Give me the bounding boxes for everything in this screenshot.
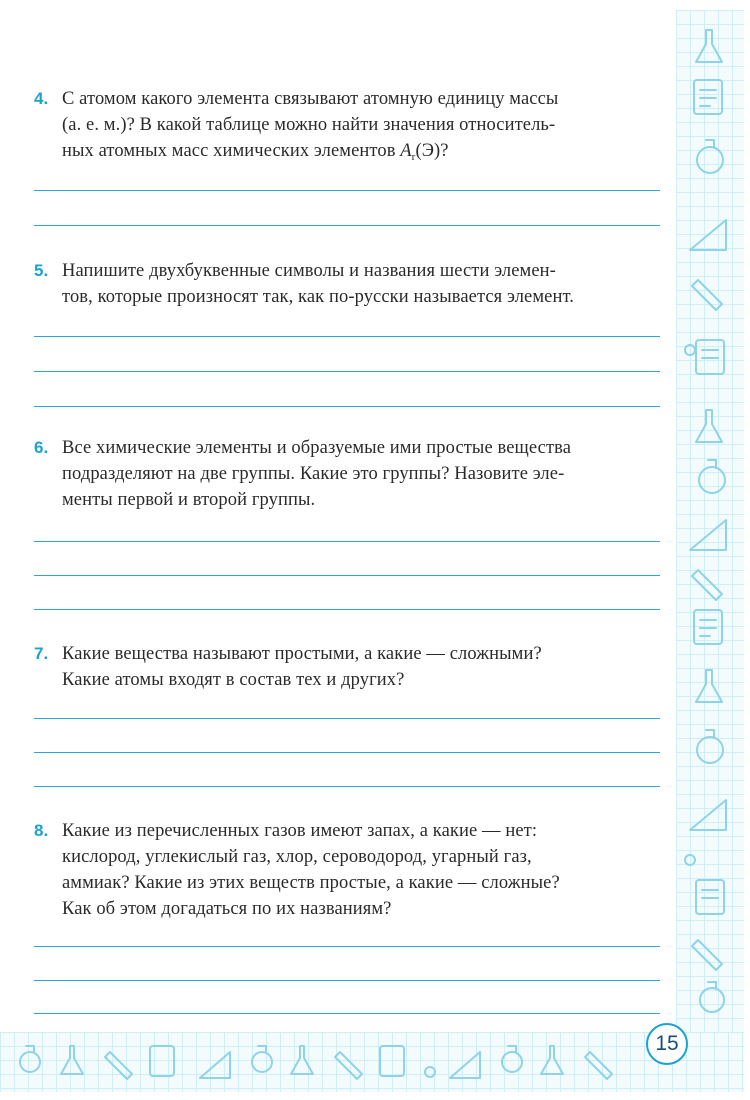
question-line: Какие вещества называют простыми, а какие — сложными? <box>62 644 542 664</box>
question-line: кислород, углекислый газ, хлор, сероводород, угарный газ, <box>62 847 532 867</box>
answer-line[interactable] <box>34 946 660 947</box>
question-number: 8. <box>34 821 49 840</box>
answer-line[interactable] <box>34 752 660 753</box>
question-line: Как об этом догадаться по их названиям? <box>62 899 392 919</box>
formula-subscript: r <box>411 151 416 163</box>
question-6 <box>34 435 666 513</box>
answer-line[interactable] <box>34 575 660 576</box>
answer-line[interactable] <box>34 371 660 372</box>
answer-line[interactable] <box>34 541 660 542</box>
page-number: 15 <box>646 1023 688 1065</box>
question-5 <box>34 258 666 310</box>
question-8 <box>34 818 666 922</box>
chemistry-icons-right <box>676 10 744 1032</box>
question-line: Все химические элементы и образуемые ими простые вещества <box>62 438 572 458</box>
question-number: 5. <box>34 261 49 280</box>
question-line: аммиак? Какие из этих веществ простые, а какие — сложные? <box>62 873 560 893</box>
decorative-border-bottom <box>0 1032 744 1092</box>
formula-symbol: A <box>400 141 412 161</box>
question-line: менты первой и второй группы. <box>62 490 316 510</box>
question-line: тов, которые произносят так, как по-русски называется элемент. <box>62 287 574 307</box>
question-text <box>62 258 666 310</box>
answer-line[interactable] <box>34 406 660 407</box>
question-line: С атомом какого элемента связывают атомную единицу массы <box>62 89 559 109</box>
answer-line[interactable] <box>34 609 660 610</box>
answer-line[interactable] <box>34 336 660 337</box>
answer-line[interactable] <box>34 980 660 981</box>
question-text <box>62 641 666 693</box>
question-text <box>62 818 666 922</box>
answer-line[interactable] <box>34 786 660 787</box>
question-number: 7. <box>34 644 49 663</box>
question-number: 6. <box>34 438 49 457</box>
question-7 <box>34 641 666 693</box>
question-line: ных атомных масс химических элементов <box>62 141 401 161</box>
chemistry-icons-bottom <box>0 1032 744 1092</box>
question-line: Какие из перечисленных газов имеют запах, а какие — нет: <box>62 821 538 841</box>
answer-line[interactable] <box>34 1013 660 1014</box>
question-line: Напишите двухбуквенные символы и названия шести элемен- <box>62 261 556 281</box>
decorative-border-right <box>676 10 744 1032</box>
question-line-with-formula <box>62 138 666 170</box>
question-line: (а. е. м.)? В какой таблице можно найти значения относитель- <box>62 115 556 135</box>
question-number: 4. <box>34 89 49 108</box>
question-text <box>62 435 666 513</box>
question-line: Какие атомы входят в состав тех и других? <box>62 670 405 690</box>
question-4 <box>34 86 666 170</box>
answer-line[interactable] <box>34 225 660 226</box>
formula-suffix: (Э)? <box>415 141 449 161</box>
question-line: подразделяют на две группы. Какие это группы? Назовите эле- <box>62 464 565 484</box>
answer-line[interactable] <box>34 190 660 191</box>
question-text <box>62 86 666 170</box>
answer-line[interactable] <box>34 718 660 719</box>
